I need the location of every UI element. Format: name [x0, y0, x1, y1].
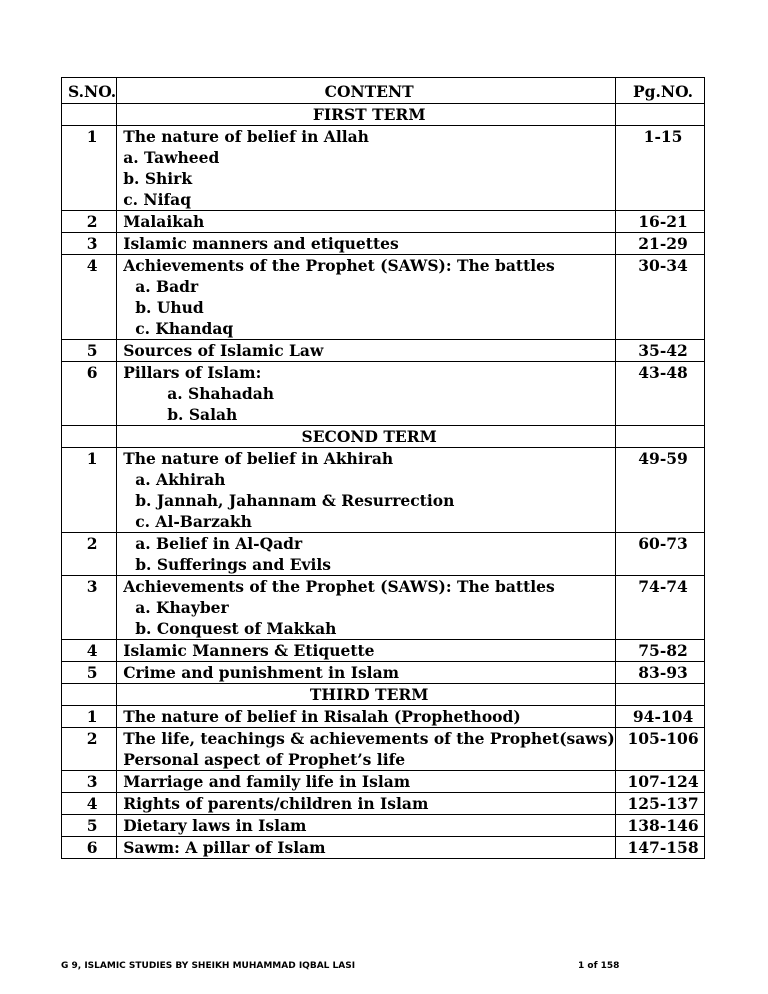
row-title: Dietary laws in Islam — [123, 816, 307, 835]
row-content — [117, 771, 616, 793]
row-sno: 5 — [62, 815, 117, 837]
row-content — [117, 126, 616, 211]
row-page-number: 49-59 — [616, 448, 705, 533]
row-title: The nature of belief in Risalah (Prophethood) — [123, 707, 521, 726]
term-sno-cell — [62, 684, 117, 706]
footer-title: G 9, ISLAMIC STUDIES BY SHEIKH MUHAMMAD IQBAL LASI — [61, 961, 356, 971]
row-subitem: c. Nifaq — [123, 190, 192, 209]
term-title: SECOND TERM — [117, 426, 616, 448]
row-page-number: 125-137 — [616, 793, 705, 815]
row-page-number: 35-42 — [616, 340, 705, 362]
row-title: Islamic manners and etiquettes — [123, 234, 399, 253]
row-sno: 1 — [62, 126, 117, 211]
table-row — [62, 662, 705, 684]
header-sno: S.NO. — [62, 78, 117, 104]
row-subitem: b. Conquest of Makkah — [135, 619, 337, 638]
row-sno: 6 — [62, 362, 117, 426]
row-sno: 2 — [62, 211, 117, 233]
row-subitem: c. Khandaq — [135, 319, 234, 338]
table-row — [62, 706, 705, 728]
row-subitem: a. Khayber — [135, 598, 229, 617]
table-row — [62, 126, 705, 211]
row-content — [117, 533, 616, 576]
term-title: THIRD TERM — [117, 684, 616, 706]
row-title: Pillars of Islam: — [123, 363, 262, 382]
row-page-number: 21-29 — [616, 233, 705, 255]
row-subitem: b. Uhud — [135, 298, 204, 317]
row-title: Crime and punishment in Islam — [123, 663, 400, 682]
row-sno: 4 — [62, 640, 117, 662]
row-sno: 1 — [62, 448, 117, 533]
row-sno: 2 — [62, 533, 117, 576]
row-page-number: 147-158 — [616, 837, 705, 859]
row-page-number: 105-106 — [616, 728, 705, 771]
row-subitem: b. Salah — [167, 405, 238, 424]
table-row — [62, 640, 705, 662]
row-title: The life, teachings & achievements of the Prophet(saws) — [123, 729, 615, 748]
table-row — [62, 728, 705, 771]
row-content — [117, 211, 616, 233]
row-subitem: Personal aspect of Prophet’s life — [123, 750, 406, 769]
table-row — [62, 340, 705, 362]
row-page-number: 43-48 — [616, 362, 705, 426]
table-row — [62, 533, 705, 576]
row-sno: 1 — [62, 706, 117, 728]
row-sno: 2 — [62, 728, 117, 771]
row-title: Islamic Manners & Etiquette — [123, 641, 375, 660]
header-content: CONTENT — [117, 78, 616, 104]
table-row — [62, 576, 705, 640]
row-subitem: b. Jannah, Jahannam & Resurrection — [135, 491, 455, 510]
row-sno: 4 — [62, 255, 117, 340]
term-row — [62, 104, 705, 126]
row-subitem: a. Tawheed — [123, 148, 220, 167]
contents-body — [62, 104, 705, 859]
row-subitem: a. Akhirah — [135, 470, 226, 489]
row-title: The nature of belief in Allah — [123, 127, 369, 146]
row-title: Sawm: A pillar of Islam — [123, 838, 326, 857]
row-sno: 6 — [62, 837, 117, 859]
row-content — [117, 662, 616, 684]
term-sno-cell — [62, 426, 117, 448]
row-sno: 4 — [62, 793, 117, 815]
row-page-number: 107-124 — [616, 771, 705, 793]
row-subitem: b. Sufferings and Evils — [135, 555, 332, 574]
row-page-number: 94-104 — [616, 706, 705, 728]
row-title: Malaikah — [123, 212, 205, 231]
row-sno: 5 — [62, 662, 117, 684]
term-row — [62, 684, 705, 706]
row-title: Sources of Islamic Law — [123, 341, 324, 360]
table-row — [62, 211, 705, 233]
row-page-number: 16-21 — [616, 211, 705, 233]
row-title: Marriage and family life in Islam — [123, 772, 411, 791]
row-content — [117, 706, 616, 728]
header-row — [62, 78, 705, 104]
table-row — [62, 448, 705, 533]
table-row — [62, 793, 705, 815]
term-row — [62, 426, 705, 448]
row-title: The nature of belief in Akhirah — [123, 449, 394, 468]
table-row — [62, 255, 705, 340]
row-sno: 3 — [62, 771, 117, 793]
row-page-number: 60-73 — [616, 533, 705, 576]
row-content — [117, 815, 616, 837]
term-page-cell — [616, 104, 705, 126]
term-sno-cell — [62, 104, 117, 126]
table-row — [62, 233, 705, 255]
row-content — [117, 362, 616, 426]
row-content — [117, 640, 616, 662]
header-page-number: Pg.NO. — [616, 78, 705, 104]
row-page-number: 75-82 — [616, 640, 705, 662]
table-row — [62, 837, 705, 859]
row-page-number: 74-74 — [616, 576, 705, 640]
row-subitem: c. Al-Barzakh — [135, 512, 252, 531]
term-page-cell — [616, 684, 705, 706]
table-row — [62, 815, 705, 837]
row-subitem: b. Shirk — [123, 169, 193, 188]
row-title: Rights of parents/children in Islam — [123, 794, 429, 813]
row-content — [117, 233, 616, 255]
row-sno: 5 — [62, 340, 117, 362]
footer-page-count: 1 of 158 — [578, 961, 620, 971]
table-row — [62, 362, 705, 426]
row-title: Achievements of the Prophet (SAWS): The battles — [123, 256, 555, 275]
row-content — [117, 793, 616, 815]
row-sno: 3 — [62, 233, 117, 255]
row-page-number: 1-15 — [616, 126, 705, 211]
row-content — [117, 576, 616, 640]
term-title: FIRST TERM — [117, 104, 616, 126]
row-content — [117, 837, 616, 859]
row-content — [117, 728, 616, 771]
row-content — [117, 340, 616, 362]
row-title: Achievements of the Prophet (SAWS): The battles — [123, 577, 555, 596]
row-content — [117, 255, 616, 340]
row-sno: 3 — [62, 576, 117, 640]
row-subitem: a. Badr — [135, 277, 199, 296]
table-row — [62, 771, 705, 793]
row-subitem: a. Belief in Al-Qadr — [135, 534, 303, 553]
contents-table — [61, 77, 705, 859]
row-page-number: 138-146 — [616, 815, 705, 837]
row-content — [117, 448, 616, 533]
row-page-number: 83-93 — [616, 662, 705, 684]
term-page-cell — [616, 426, 705, 448]
row-subitem: a. Shahadah — [167, 384, 275, 403]
row-page-number: 30-34 — [616, 255, 705, 340]
